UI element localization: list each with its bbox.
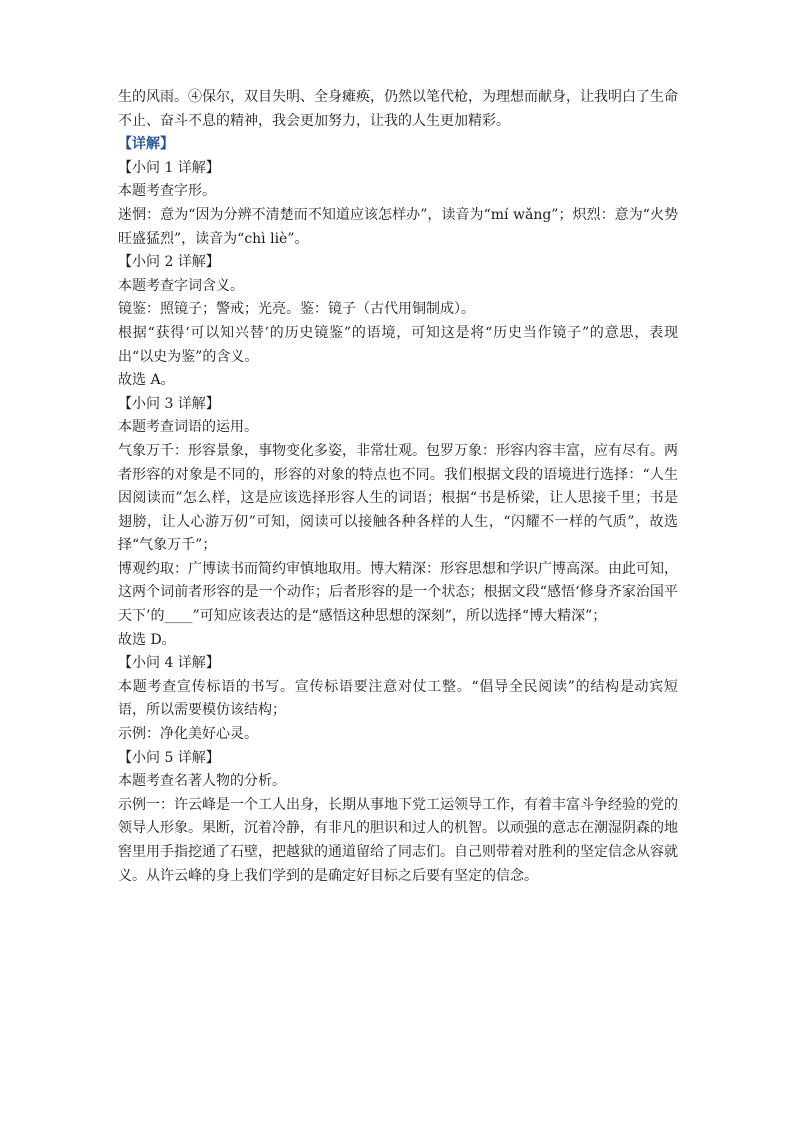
subquestion-2-explanation: 根据“获得‘可以知兴替’的历史镜鉴”的语境，可知这是将“历史当作镜子”的意思，表现出“以史为鉴”的含义。 xyxy=(118,324,678,365)
subquestion-5-heading: 【小问 5 详解】 xyxy=(118,749,220,766)
subquestion-2-heading: 【小问 2 详解】 xyxy=(118,254,220,271)
subquestion-1-topic: 本题考查字形。 xyxy=(118,183,216,200)
subquestion-3-answer: 故选 D。 xyxy=(118,631,176,648)
subquestion-2-definition: 镜鉴：照镜子；警戒；光亮。鉴：镜子（古代用铜制成）。 xyxy=(118,301,475,318)
subquestion-5-example-1: 示例一：许云峰是一个工人出身，长期从事地下党工运领导工作，有着丰富斗争经验的党的领导人形象。果断，沉着冷静，有非凡的胆识和过人的机智。以顽强的意志在潮湿阴森的地窖里用手指挖通了石壁，把越狱的通道留给了同志们。自己则带着对胜利的坚定信念从容就义。从许云峰的身上我们学到的是确定好目标之后要有坚定的信念。 xyxy=(118,796,678,884)
subquestion-1-heading: 【小问 1 详解】 xyxy=(118,159,220,176)
subquestion-3-topic: 本题考查词语的运用。 xyxy=(118,419,258,436)
subquestion-3-explanation-2: 博观约取：广博读书而简约审慎地取用。博大精深：形容思想和学识广博高深。由此可知，这两个词前者形容的是一个动作；后者形容的是一个状态；根据文段“感悟‘修身齐家治国平天下’的____”可知应该表达的是“感悟这种思想的深刻”，所以选择“博大精深”； xyxy=(118,560,678,625)
subquestion-4-example: 示例：净化美好心灵。 xyxy=(118,726,258,743)
subquestion-4-explanation: 本题考查宣传标语的书写。宣传标语要注意对仗工整。“倡导全民阅读”的结构是动宾短语，所以需要模仿该结构； xyxy=(118,678,678,719)
subquestion-3-explanation-1: 气象万千：形容景象，事物变化多姿，非常壮观。包罗万象：形容内容丰富，应有尽有。两者形容的对象是不同的，形容的对象的特点也不同。我们根据文段的语境进行选择：“人生因阅读而”怎么样，这是应该选择形容人生的词语；根据“书是桥梁，让人思接千里；书是翅膀，让人心游万仞”可知，阅读可以接触各种各样的人生，“闪耀不一样的气质”，故选择“气象万千”； xyxy=(118,442,678,554)
subquestion-2-answer: 故选 A。 xyxy=(118,372,175,389)
subquestion-2-topic: 本题考查字词含义。 xyxy=(118,277,244,294)
subquestion-4-heading: 【小问 4 详解】 xyxy=(118,655,220,672)
subquestion-3-heading: 【小问 3 详解】 xyxy=(118,395,220,412)
section-heading-explanation: 【详解】 xyxy=(118,136,174,153)
document-page xyxy=(118,86,678,888)
subquestion-5-topic: 本题考查名著人物的分析。 xyxy=(118,773,286,790)
subquestion-1-explanation: 迷惘：意为“因为分辨不清楚而不知道应该怎样办”，读音为“mí wǎng”；炽烈：意为“火势旺盛猛烈”，读音为“chì liè”。 xyxy=(118,206,678,247)
paragraph-continuation: 生的风雨。④保尔，双目失明、全身瘫痪，仍然以笔代枪，为理想而献身，让我明白了生命不止、奋斗不息的精神，我会更加努力，让我的人生更加精彩。 xyxy=(118,89,678,129)
